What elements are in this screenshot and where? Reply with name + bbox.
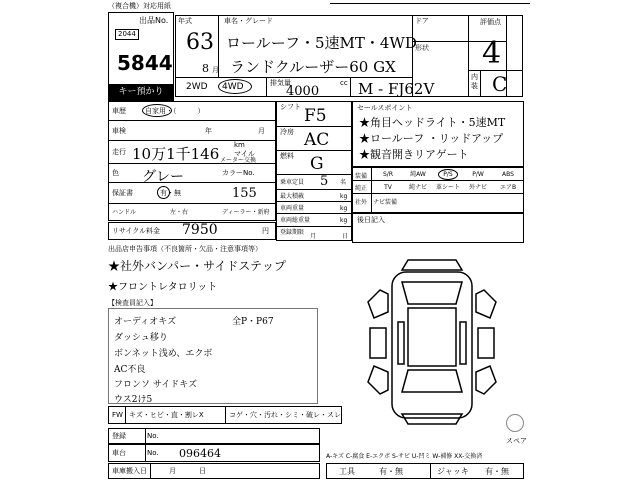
inspector-note-6: ウス2け5 — [114, 395, 153, 405]
total-weight-unit: kg — [340, 217, 348, 224]
equip-oem-navi: 純ナビ — [408, 184, 427, 191]
car-diagram — [358, 252, 518, 432]
displacement-unit: cc — [340, 79, 348, 87]
later-input-label: 後日記入 — [357, 216, 385, 224]
later-input-block — [352, 213, 524, 243]
car-rear-left-fender — [368, 366, 388, 394]
inspection-year-unit: 年 — [205, 127, 212, 135]
equip-abs: ABS — [502, 171, 514, 178]
car-rear-bumper — [402, 414, 462, 424]
car-rear-window — [402, 370, 462, 392]
registration-label: 登録 — [112, 432, 126, 440]
note-2: ★フロントレタロリット — [108, 282, 218, 293]
model-code-value: M - FJ62V — [358, 80, 435, 98]
expiry-month-unit: 月 — [310, 233, 317, 240]
jack-label: ジャッキ — [437, 467, 469, 476]
usage-label: 車歴 — [112, 107, 126, 115]
meter-change: メーター交換 — [220, 157, 257, 164]
lot-label: 出品No. — [139, 16, 169, 25]
inspector-note-2: ダッシュ移り — [114, 333, 168, 343]
rating-label: 評価点 — [480, 18, 501, 26]
equip-leather: 革シート — [435, 184, 460, 191]
color-label: 色 — [112, 169, 119, 177]
recycle-value: 7950 — [182, 222, 218, 238]
spare-tire-icon — [506, 414, 524, 432]
equipment-row-label-0: 装備 — [355, 173, 368, 180]
door-label: ドア — [415, 17, 429, 25]
mileage-unit: km — [234, 141, 245, 149]
model-line1: ロールーフ・5速MT・4WD — [226, 34, 417, 52]
arrival-row — [108, 463, 320, 479]
note-1: ★社外バンパー・サイドステップ — [108, 259, 286, 273]
tools-options: 有・無 — [379, 467, 403, 476]
recycle-yen: 円 — [262, 227, 269, 235]
equip-sr: S/R — [383, 171, 393, 178]
interior-label: 内装 — [471, 73, 478, 90]
car-left-side — [398, 322, 404, 364]
damage-legend: A-キズ C-腐食 E-エクボ S-サビ U-凹ミ W-補修 XX-交換済 — [326, 453, 483, 460]
arrival-label: 車庫搬入日 — [112, 467, 147, 475]
handle-note: ディーラー・新府 — [222, 209, 270, 216]
equipment-row-label-1: 純正 — [355, 185, 368, 192]
expiry-day-unit: 日 — [342, 233, 349, 240]
usage-circle — [142, 104, 172, 117]
weight-label: 車両重量 — [280, 205, 305, 212]
car-front-bumper — [402, 260, 462, 270]
key-badge: キー預かり — [108, 84, 174, 101]
equip-ext-navi: 外ナビ — [468, 184, 487, 191]
capacity-unit: 名 — [340, 179, 347, 186]
ac-label: 冷房 — [280, 128, 294, 136]
car-right-doors — [478, 328, 494, 358]
warranty-value: 155 — [232, 186, 257, 201]
inspector-right-note: 全P・P67 — [232, 317, 274, 327]
arrival-day-unit: 日 — [199, 467, 206, 475]
year-value: 63 — [186, 30, 214, 55]
tools-row — [326, 463, 524, 479]
warranty-label: 保証書 — [112, 189, 133, 197]
mileage-label: 走行 — [112, 148, 126, 156]
mileage-value: 10万1千146 — [132, 145, 220, 163]
year-label: 年式 — [178, 17, 192, 25]
capacity-value: 5 — [320, 174, 329, 189]
equip-pw: P/W — [472, 171, 484, 178]
lot-number: 5844 — [117, 51, 173, 75]
inspection-label: 車検 — [112, 127, 126, 135]
shift-value: F5 — [304, 106, 327, 126]
jack-options: 有・無 — [485, 467, 509, 476]
equip-navi: ナビ装備 — [373, 199, 398, 206]
total-weight-label: 車両総重量 — [280, 217, 311, 224]
ac-value: AC — [304, 130, 330, 150]
weight-unit: kg — [340, 205, 348, 212]
header-text: （複合機）対応用紙 — [108, 2, 171, 10]
year-month: 8 — [202, 62, 209, 75]
equip-aw: 純AW — [410, 171, 426, 178]
fw-label: FW — [112, 411, 123, 419]
registration-row — [108, 428, 320, 444]
car-front-right-fender — [476, 290, 496, 318]
arrival-month-unit: 月 — [169, 467, 176, 475]
displacement-label: 排気量 — [270, 79, 291, 87]
fw-defects: コゲ・穴・汚れ・シミ・破レ・スレ — [229, 411, 341, 419]
tools-label: 工具 — [339, 467, 355, 476]
usage-options: 自家用・（ ） — [145, 107, 205, 115]
drive-2wd: 2WD — [186, 82, 208, 92]
sales-points-block — [352, 101, 524, 167]
sales-point-3: ★観音開きリアゲート — [359, 148, 469, 161]
fuel-value: G — [310, 154, 324, 174]
equip-airbag: エアB — [499, 184, 517, 191]
type-label: 形状 — [415, 44, 429, 52]
registration-prefix: No. — [147, 432, 159, 440]
rating-score: 4 — [482, 36, 502, 71]
car-rear-right-fender — [476, 366, 496, 394]
car-roof — [408, 308, 456, 366]
drive-4wd: 4WD — [222, 82, 244, 92]
mile-unit: マイル — [234, 150, 255, 158]
displacement-value: 4000 — [286, 84, 320, 99]
shift-label: シフト — [280, 103, 301, 111]
car-right-side — [460, 322, 466, 364]
sales-point-1: ★角目ヘッドライト・5速MT — [359, 116, 506, 129]
max-load-label: 最大積載 — [280, 193, 305, 200]
recycle-label: リサイクル料金 — [112, 227, 161, 235]
capacity-label: 乗車定員 — [280, 179, 305, 186]
inspector-note-4: AC不良 — [114, 365, 146, 375]
inspection-month-unit: 月 — [258, 127, 265, 135]
spare-label: スペア — [506, 437, 527, 445]
color-no-label: カラーNo. — [222, 169, 255, 177]
inspector-label: 【検査員記入】 — [108, 299, 157, 307]
max-load-unit: kg — [340, 193, 348, 200]
model-label: 車名・グレード — [224, 17, 273, 25]
expiry-label: 登録期限 — [280, 229, 305, 236]
chassis-label: 車台 — [112, 449, 126, 457]
sales-point-2: ★ロールーフ ・リッドアップ — [359, 132, 504, 145]
chassis-row — [108, 444, 320, 462]
chassis-prefix: No. — [147, 449, 159, 457]
car-windshield — [402, 282, 462, 304]
car-left-doors — [370, 328, 386, 358]
fuel-label: 燃料 — [280, 152, 294, 160]
warranty-circle — [157, 186, 170, 199]
equipment-row-label-2: 社外 — [355, 199, 368, 206]
equip-ps-circle — [438, 169, 458, 180]
warranty-options: 有・無 — [160, 189, 181, 197]
car-front-left-fender — [368, 290, 388, 318]
color-value: グレー — [142, 169, 184, 185]
equip-ps: P/S — [443, 171, 453, 178]
interior-grade: C — [492, 72, 508, 96]
sales-points-label: セールスポイント — [357, 104, 413, 112]
year-month-unit: 月 — [212, 66, 219, 74]
handle-label: ハンドル — [112, 209, 137, 216]
inspector-note-1: オーディオキズ — [114, 317, 177, 327]
notes-label: 出品店申告事項（不良箇所・欠品・注意事項等） — [108, 245, 262, 253]
handle-options: 左・右 — [170, 209, 189, 216]
inspector-note-5: フロンソ サイドキズ — [114, 380, 198, 390]
fw-value: キズ・ヒビ・直・割レX — [129, 411, 204, 419]
chassis-value: 096464 — [179, 447, 221, 460]
model-line2: ランドクルーザー60 GX — [230, 58, 396, 76]
equip-tv: TV — [384, 184, 392, 191]
inspector-note-3: ボンネット浅め、エクボ — [114, 349, 213, 359]
lot-small-number: 2044 — [115, 29, 139, 40]
